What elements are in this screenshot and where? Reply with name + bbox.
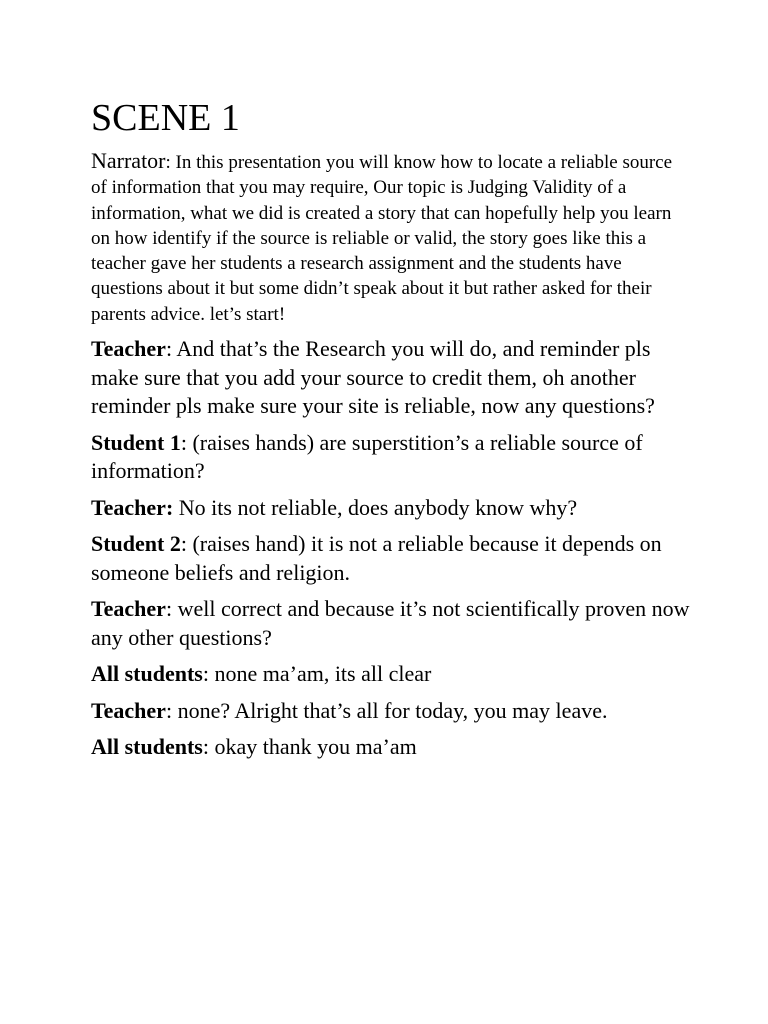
dialogue-text: : none ma’am, its all clear xyxy=(202,661,432,687)
narrator-paragraph xyxy=(91,148,691,327)
dialogue-line-student-1 xyxy=(91,429,691,486)
document-page xyxy=(91,96,691,770)
speaker-name: Teacher xyxy=(91,336,166,362)
dialogue-line-teacher-2 xyxy=(91,494,691,523)
dialogue-line-student-2 xyxy=(91,530,691,587)
dialogue-line-all-students-2 xyxy=(91,733,691,762)
dialogue-text: : (raises hands) are superstition’s a reliable source of information? xyxy=(91,429,643,484)
speaker-name: All students xyxy=(91,734,203,760)
dialogue-line-all-students-1 xyxy=(91,660,691,689)
speaker-name: Teacher xyxy=(91,697,166,723)
speaker-name: Student 1 xyxy=(91,429,181,455)
narrator-speaker: Narrator xyxy=(91,148,166,173)
narrator-text: : In this presentation you will know how to locate a reliable source of information that you may require, Our topic is Judging Validity of a information, what we did is created a story that can hopefully help you learn on how identify if the source is reliable or valid, the story goes like this a teacher gave her students a research assignment and the students have questions about it but some didn’t speak about it but rather asked for their parents advice. let’s start! xyxy=(91,152,673,325)
dialogue-line-teacher-4 xyxy=(91,697,691,726)
dialogue-text: : And that’s the Research you will do, and reminder pls make sure that you add your source to credit them, oh another reminder pls make sure your site is reliable, now any questions? xyxy=(91,336,655,419)
speaker-name: Teacher xyxy=(91,596,166,622)
dialogue-text: : (raises hand) it is not a reliable because it depends on someone beliefs and religion. xyxy=(91,531,662,585)
speaker-name: Teacher: xyxy=(91,494,174,520)
dialogue-text: : none? Alright that’s all for today, you may leave. xyxy=(165,697,608,723)
dialogue-line-teacher-1 xyxy=(91,335,691,421)
dialogue-text: : well correct and because it’s not scientifically proven now any other questions? xyxy=(91,596,690,650)
dialogue-text: No its not reliable, does anybody know why? xyxy=(173,494,578,520)
dialogue-text: : okay thank you ma’am xyxy=(202,734,417,760)
dialogue-line-teacher-3 xyxy=(91,595,691,652)
scene-title: SCENE 1 xyxy=(91,97,240,139)
speaker-name: All students xyxy=(91,661,203,687)
speaker-name: Student 2 xyxy=(91,531,181,557)
